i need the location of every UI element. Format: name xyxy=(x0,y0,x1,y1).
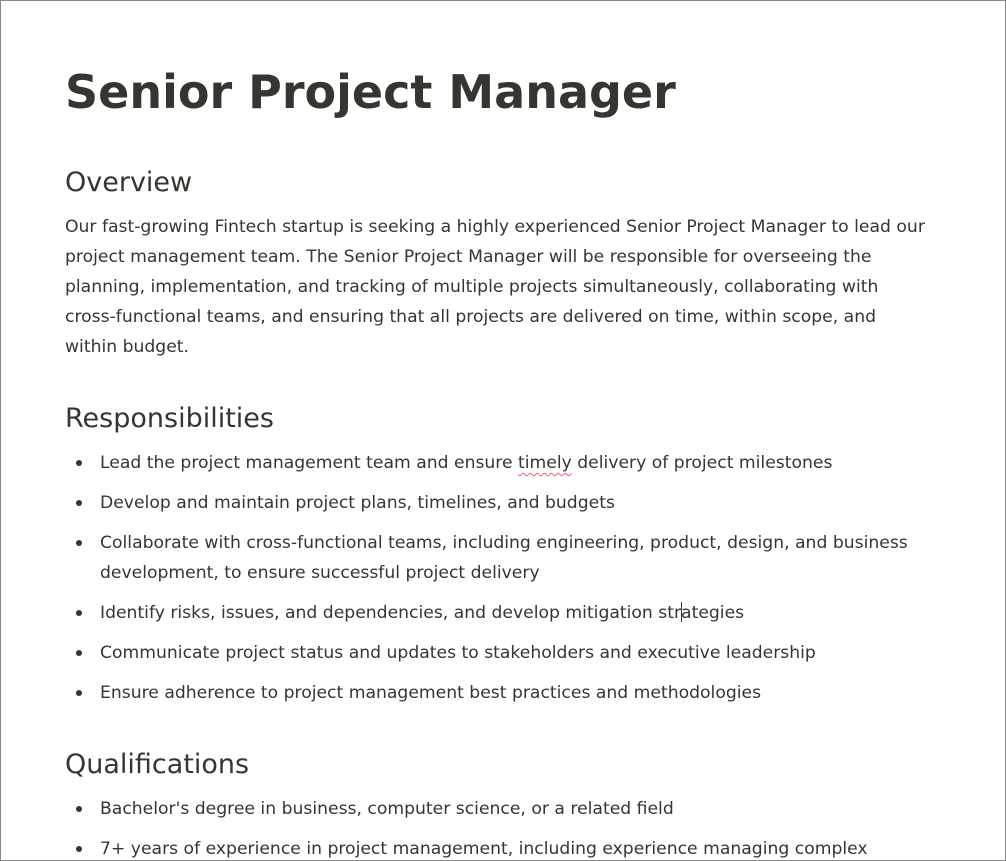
bullet-icon xyxy=(76,846,82,852)
bullet-icon xyxy=(76,806,82,812)
bullet-icon xyxy=(76,650,82,656)
list-item-text: Communicate project status and updates to stakeholders and executive leadership xyxy=(100,643,816,663)
overview-paragraph[interactable]: Our fast-growing Fintech startup is seeking a highly experienced Senior Project Manager to lead our project management team. The Senior Project Manager will be responsible for overseeing the planning, implementation, and tracking of multiple projects simultaneously, collaborating with cross-functional teams, and ensuring that all projects are delivered on time, within scope, and within budget. xyxy=(65,217,925,357)
overview-heading[interactable]: Overview xyxy=(65,167,193,198)
list-item[interactable] xyxy=(65,488,945,518)
list-item-text-start: Lead the project management team and ensure xyxy=(100,453,519,473)
list-item[interactable] xyxy=(65,794,945,824)
bullet-icon xyxy=(76,690,82,696)
bullet-icon xyxy=(76,610,82,616)
list-item[interactable] xyxy=(65,448,945,478)
list-item[interactable] xyxy=(65,528,945,588)
list-item-text-end: ategies xyxy=(681,603,745,623)
bullet-icon xyxy=(76,460,82,466)
list-item[interactable] xyxy=(65,834,945,861)
qualifications-heading[interactable]: Qualifications xyxy=(65,749,250,780)
list-item-text: 7+ years of experience in project management, including experience managing complex xyxy=(100,839,868,859)
list-item-text: Collaborate with cross-functional teams, including engineering, product, design, and business development, to ensure successful project delivery xyxy=(100,533,908,583)
list-item-text-end: delivery of project milestones xyxy=(571,453,833,473)
bullet-icon xyxy=(76,540,82,546)
list-item[interactable] xyxy=(65,598,945,628)
list-item-text xyxy=(100,603,744,623)
list-item-text-start: Identify risks, issues, and dependencies, and develop mitigation str xyxy=(100,603,682,623)
list-item-text: Bachelor's degree in business, computer science, or a related field xyxy=(100,799,674,819)
page-title[interactable]: Senior Project Manager xyxy=(65,65,676,119)
spellcheck-flagged-word[interactable]: timely xyxy=(518,453,572,473)
list-item-text xyxy=(100,453,832,473)
responsibilities-heading[interactable]: Responsibilities xyxy=(65,403,274,434)
responsibilities-list xyxy=(65,448,945,718)
list-item[interactable] xyxy=(65,678,945,708)
list-item-text: Ensure adherence to project management best practices and methodologies xyxy=(100,683,762,703)
qualifications-list xyxy=(65,794,945,861)
bullet-icon xyxy=(76,500,82,506)
list-item-text: Develop and maintain project plans, timelines, and budgets xyxy=(100,493,615,513)
list-item[interactable] xyxy=(65,638,945,668)
